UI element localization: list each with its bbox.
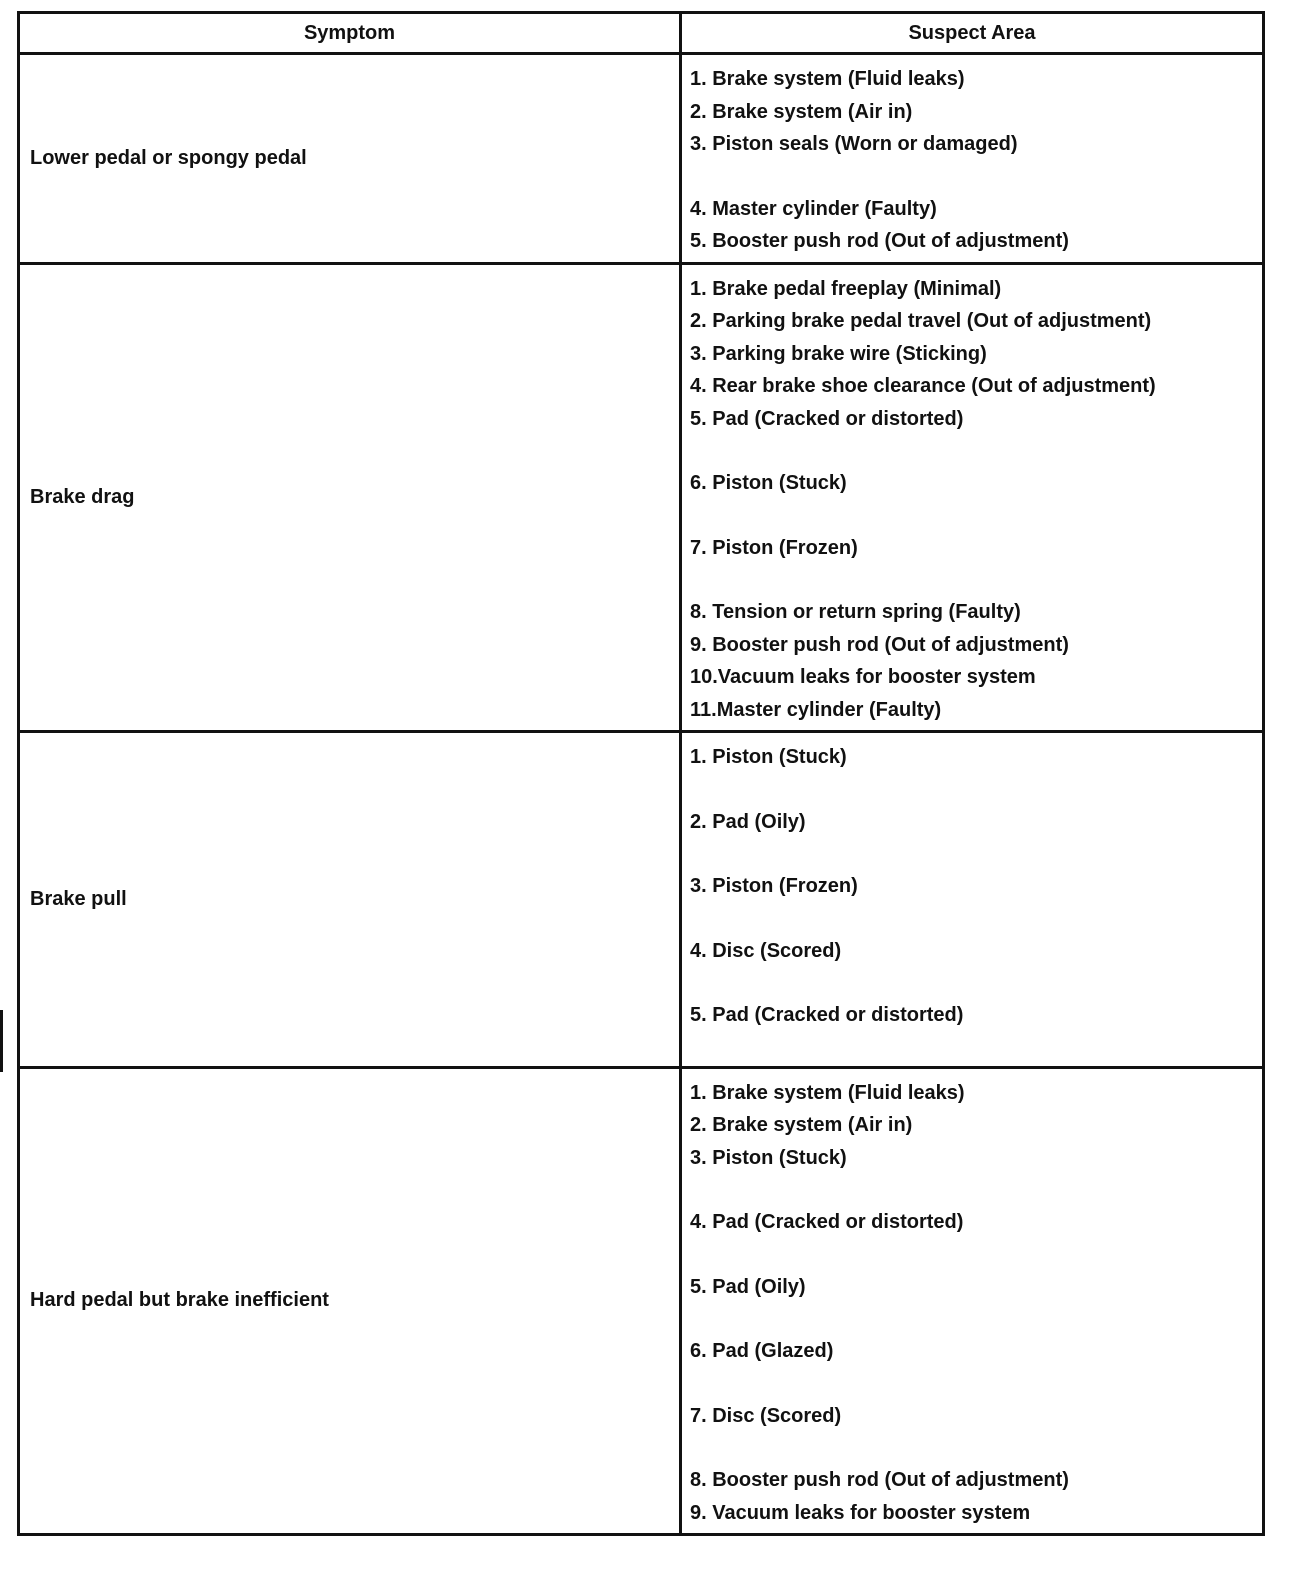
suspect-area-list: [690, 273, 1262, 727]
list-item: 2. Pad (Oily): [690, 810, 806, 833]
symptom-cell: Lower pedal or spongy pedal: [19, 54, 681, 264]
suspect-area-list: [690, 1077, 1262, 1530]
list-item: 4. Disc (Scored): [690, 939, 842, 962]
suspect-area-cell: [681, 732, 1264, 1068]
list-item: 8. Tension or return spring (Faulty): [690, 601, 1021, 623]
list-item: 9. Vacuum leaks for booster system: [690, 1501, 1031, 1524]
list-item: 7. Disc (Scored): [690, 1404, 842, 1427]
table-row: [19, 1067, 1264, 1535]
list-item: 1. Brake system (Fluid leaks): [690, 1081, 965, 1104]
suspect-area-cell: [681, 263, 1264, 732]
list-item: 5. Booster push rod (Out of adjustment): [690, 230, 1069, 252]
list-item: 5. Pad (Cracked or distorted): [690, 407, 964, 430]
list-item: 3. Piston seals (Worn or damaged): [690, 133, 1018, 155]
list-item: 3. Parking brake wire (Sticking): [690, 342, 987, 365]
list-item: 2. Brake system (Air in): [690, 1114, 913, 1136]
list-item: 2. Brake system (Air in): [690, 100, 913, 123]
troubleshooting-table: [17, 11, 1265, 1536]
list-item: 4. Pad (Cracked or distorted): [690, 1211, 964, 1233]
suspect-area-header: Suspect Area: [681, 13, 1264, 54]
list-item: 7. Piston (Frozen): [690, 536, 858, 559]
list-item: 5. Pad (Cracked or distorted): [690, 1004, 964, 1026]
list-item: 4. Rear brake shoe clearance (Out of adjustment): [690, 375, 1156, 397]
list-item: 6. Pad (Glazed): [690, 1340, 834, 1362]
list-item: 5. Pad (Oily): [690, 1275, 806, 1298]
list-item: 8. Booster push rod (Out of adjustment): [690, 1469, 1069, 1491]
margin-mark: [0, 1010, 3, 1072]
suspect-area-list: [690, 63, 1262, 258]
suspect-area-cell: [681, 54, 1264, 264]
symptom-cell: Brake pull: [19, 732, 681, 1068]
list-item: 9. Booster push rod (Out of adjustment): [690, 633, 1069, 656]
table-row: [19, 263, 1264, 732]
list-item: 2. Parking brake pedal travel (Out of adjustment): [690, 310, 1152, 332]
symptom-cell: Hard pedal but brake inefficient: [19, 1067, 681, 1535]
list-item: 3. Piston (Stuck): [690, 1146, 847, 1169]
list-item: 11.Master cylinder (Faulty): [690, 698, 942, 721]
list-item: 1. Brake system (Fluid leaks): [690, 68, 965, 90]
table-row: [19, 732, 1264, 1068]
table-header-row: [19, 13, 1264, 54]
symptom-header: Symptom: [19, 13, 681, 54]
list-item: 3. Piston (Frozen): [690, 875, 858, 897]
list-item: 10.Vacuum leaks for booster system: [690, 666, 1036, 688]
suspect-area-cell: [681, 1067, 1264, 1535]
list-item: 6. Piston (Stuck): [690, 472, 847, 494]
suspect-area-list: [690, 741, 1262, 1032]
list-item: 1. Brake pedal freeplay (Minimal): [690, 277, 1002, 300]
list-item: 4. Master cylinder (Faulty): [690, 197, 937, 220]
table-row: [19, 54, 1264, 264]
symptom-cell: Brake drag: [19, 263, 681, 732]
list-item: 1. Piston (Stuck): [690, 746, 847, 768]
